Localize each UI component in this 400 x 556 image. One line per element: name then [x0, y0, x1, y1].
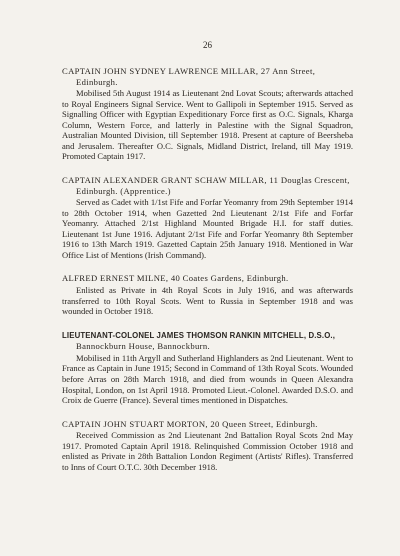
- entry-address-inline: 11 Douglas Crescent,: [266, 175, 350, 186]
- entry-body: Received Commission as 2nd Lieutenant 2nd Battalion Royal Scots 2nd May 1917. Promoted Captain April 1918. Relinquished Commission October 1918 and enlisted as Private in 28th Battalion London Regiment (Artists' Rifles). Transferred to Inns of Court O.T.C. 30th December 1918.: [62, 430, 353, 472]
- entry-millar-john: [62, 66, 353, 162]
- entry-mitchell: [62, 330, 353, 406]
- entry-address: Edinburgh. (Apprentice.): [76, 185, 171, 196]
- entry-address: Bannockburn House, Bannockburn.: [76, 341, 211, 352]
- entry-name: LIEUTENANT-COLONEL JAMES THOMSON RANKIN MITCHELL, D.S.O.,: [62, 330, 336, 340]
- entry-address-inline: 20 Queen Street, Edinburgh.: [207, 418, 318, 429]
- entry-heading: [62, 66, 353, 87]
- entry-heading: [62, 330, 353, 352]
- entry-name: CAPTAIN JOHN SYDNEY LAWRENCE MILLAR,: [62, 66, 259, 76]
- entry-body: Served as Cadet with 1/1st Fife and Forfar Yeomanry from 29th September 1914 to 28th October 1914, when Gazetted 2nd Lieutenant 2/1st Fife and Forfar Yeomanry. Attached 2/1st Highland Mounted Brigade H.I. for staff duties. Lieutenant 1st June 1916. Adjutant 2/1st Fife and Forfar Yeomanry 8th September 1916 to 13th March 1919. Gazetted Captain 25th January 1918. Mentioned in War Office List of Mentions (Irish Command).: [62, 197, 353, 260]
- entry-body: Enlisted as Private in 4th Royal Scots in July 1916, and was afterwards transferred to 10th Royal Scots. Went to Russia in September 1918 and was wounded in October 1918.: [62, 285, 353, 317]
- page-number: 26: [203, 40, 212, 50]
- entry-heading: [62, 175, 353, 196]
- entry-body: Mobilised 5th August 1914 as Lieutenant 2nd Lovat Scouts; afterwards attached to Royal Engineers Signal Service. Went to Gallipoli in September 1915. Served as Signalling Officer with Egyptian Expeditionary Force first as O.C. Signals, Kharga Column, Western Force, and latterly in Palestine with the Signal Squadron, Australian Mounted Division, till September 1918. Present at capture of Beersheba and Jerusalem. Thereafter O.C. Signals, Midland District, Ireland, till May 1919. Promoted Captain 1917.: [62, 88, 353, 162]
- entry-body: Mobilised in 11th Argyll and Sutherland Highlanders as 2nd Lieutenant. Went to France as Captain in June 1915; Second in Command of 13th Royal Scots. Wounded before Arras on 28th March 1918, and died from wounds in Queen Alexandra Hospital, London, on 1st April 1918. Promoted Lieut.-Colonel. Awarded D.S.O. and Croix de Guerre (France). Several times mentioned in Dispatches.: [62, 352, 353, 406]
- entry-address-inline: 40 Coates Gardens, Edinburgh.: [168, 273, 289, 284]
- entry-heading: [62, 273, 353, 284]
- entry-morton: [62, 419, 353, 473]
- entry-name: CAPTAIN JOHN STUART MORTON,: [62, 418, 208, 429]
- entry-address-inline: 27 Ann Street,: [258, 66, 316, 76]
- entry-name: CAPTAIN ALEXANDER GRANT SCHAW MILLAR,: [62, 175, 267, 186]
- entry-millar-alexander: [62, 175, 353, 260]
- entry-address: Edinburgh.: [76, 76, 118, 87]
- entry-name: ALFRED ERNEST MILNE,: [62, 273, 169, 284]
- entry-heading: [62, 419, 353, 430]
- entry-milne: [62, 273, 353, 316]
